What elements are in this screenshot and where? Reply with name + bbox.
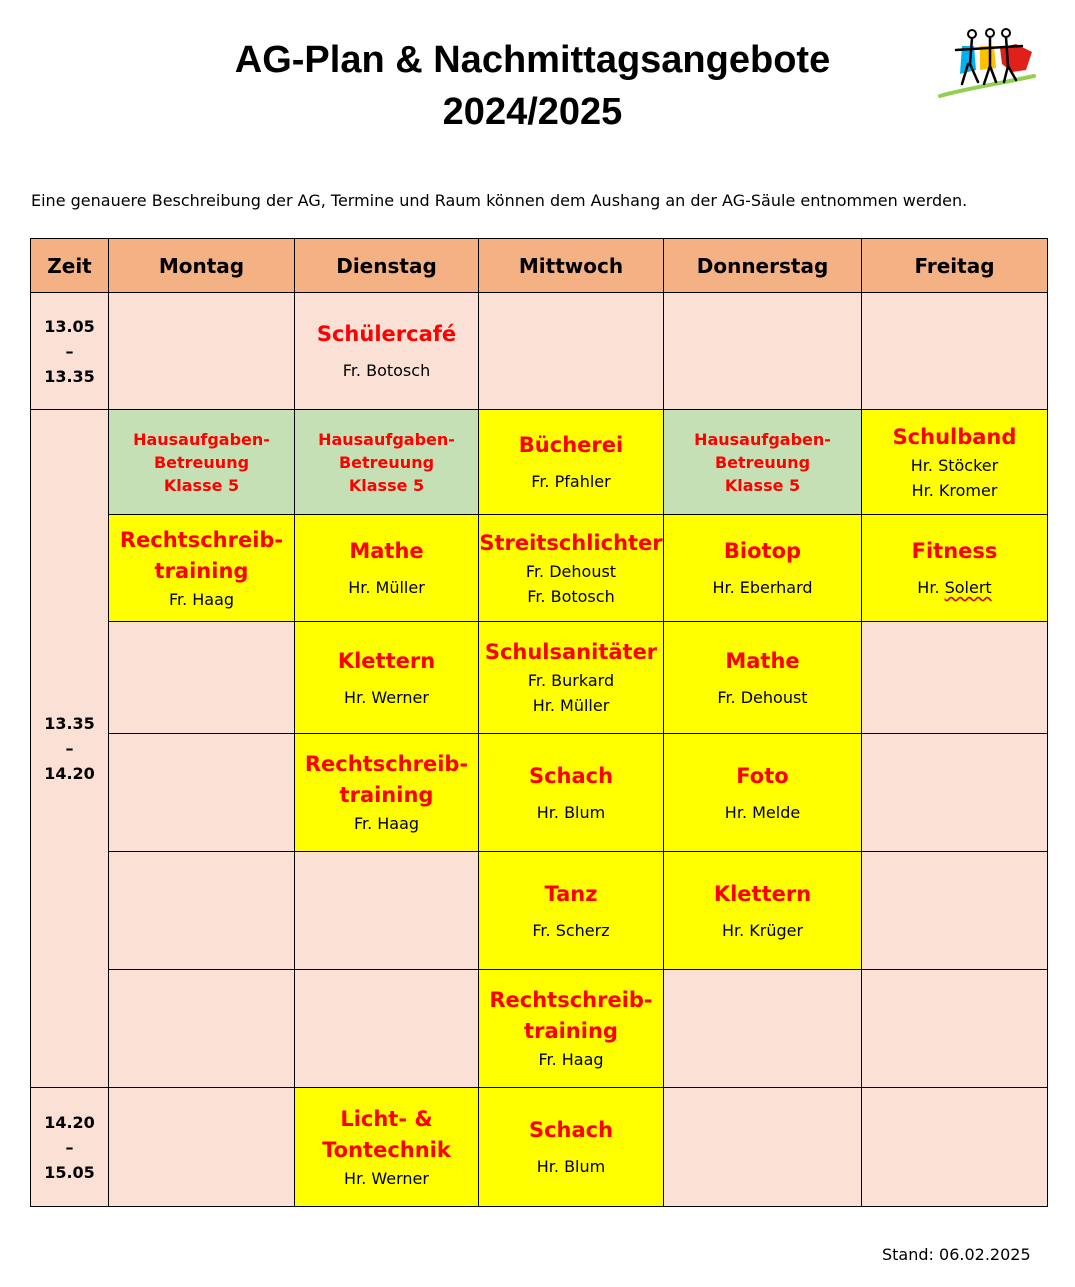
time-end: 14.20 bbox=[44, 764, 95, 783]
offer-cell bbox=[479, 734, 664, 852]
table-row bbox=[31, 622, 1048, 734]
activity-name: Schach bbox=[528, 1118, 614, 1142]
table-row bbox=[31, 293, 1048, 410]
activity-name: Mathe bbox=[725, 648, 800, 673]
activity-name: Tanz bbox=[544, 881, 598, 906]
empty-cell bbox=[109, 293, 295, 410]
activity-name: Schülercafé bbox=[316, 322, 457, 346]
activity-class: Klasse 5 bbox=[163, 475, 240, 495]
empty-cell bbox=[109, 734, 295, 852]
teacher-name: Hr. Blum bbox=[536, 1157, 606, 1176]
activity-name: Hausaufgaben- bbox=[318, 429, 455, 449]
header-dienstag: Dienstag bbox=[295, 239, 479, 293]
teacher-name: Hr. Krüger bbox=[721, 920, 804, 940]
teacher-name: Fr. Haag bbox=[538, 1050, 604, 1069]
time-end: 15.05 bbox=[44, 1162, 95, 1182]
header-row bbox=[31, 239, 1048, 293]
schedule-table bbox=[30, 238, 1048, 1207]
last-updated-date: Stand: 06.02.2025 bbox=[882, 1245, 1031, 1264]
teacher-name: Fr. Dehoust bbox=[717, 687, 808, 707]
offer-cell bbox=[664, 852, 862, 970]
activity-name: Rechtschreib- bbox=[119, 527, 284, 552]
time-slot-2 bbox=[31, 410, 109, 1088]
offer-cell bbox=[479, 622, 664, 734]
activity-name: Schulband bbox=[892, 424, 1017, 449]
activity-class: Klasse 5 bbox=[724, 475, 801, 495]
time-dash: – bbox=[65, 341, 74, 361]
teacher-name: Hr. Werner bbox=[344, 687, 429, 707]
activity-name: Fitness bbox=[911, 539, 998, 563]
school-logo-figures-icon bbox=[938, 26, 1038, 100]
activity-name: Betreuung bbox=[153, 452, 250, 472]
homework-cell bbox=[295, 410, 479, 515]
empty-cell bbox=[664, 293, 862, 410]
table-row bbox=[31, 410, 1048, 515]
activity-name: Biotop bbox=[723, 539, 802, 563]
activity-name: Hausaufgaben- bbox=[694, 429, 831, 449]
offer-cell bbox=[862, 410, 1048, 515]
teacher-name: Hr. Melde bbox=[724, 802, 801, 822]
teacher-title: Hr. bbox=[917, 578, 945, 597]
time-start: 13.05 bbox=[44, 316, 95, 336]
teacher-name: Fr. Haag bbox=[353, 814, 420, 833]
empty-cell bbox=[295, 852, 479, 970]
table-row bbox=[31, 1088, 1048, 1207]
title-line-2: 2024/2025 bbox=[442, 91, 623, 133]
empty-cell bbox=[109, 970, 295, 1088]
intro-text: Eine genauere Beschreibung der AG, Termine und Raum können dem Aushang an der AG-Säule entnommen werden. bbox=[31, 191, 968, 210]
offer-cell bbox=[479, 410, 664, 515]
activity-name: Tontechnik bbox=[322, 1137, 451, 1162]
activity-name: Foto bbox=[736, 763, 789, 788]
offer-cell bbox=[295, 293, 479, 410]
offer-cell bbox=[295, 734, 479, 852]
offer-cell bbox=[664, 622, 862, 734]
activity-class: Klasse 5 bbox=[348, 475, 425, 495]
teacher-name: Fr. Haag bbox=[168, 589, 235, 609]
activity-name: Streitschlichter bbox=[479, 530, 663, 555]
empty-cell bbox=[862, 622, 1048, 734]
offer-cell bbox=[862, 515, 1048, 622]
header-montag: Montag bbox=[109, 239, 295, 293]
page-title bbox=[0, 34, 1065, 138]
empty-cell bbox=[109, 1088, 295, 1207]
activity-name: Betreuung bbox=[714, 452, 811, 472]
empty-cell bbox=[862, 293, 1048, 410]
time-slot-1 bbox=[31, 293, 109, 410]
empty-cell bbox=[295, 970, 479, 1088]
empty-cell bbox=[862, 734, 1048, 852]
table-row bbox=[31, 970, 1048, 1088]
teacher-name: Fr. Pfahler bbox=[531, 472, 611, 491]
teacher-name: Fr. Botosch bbox=[342, 361, 431, 380]
activity-name: Klettern bbox=[337, 648, 436, 673]
activity-name: training bbox=[339, 783, 434, 807]
table-row bbox=[31, 734, 1048, 852]
empty-cell bbox=[862, 852, 1048, 970]
homework-cell bbox=[664, 410, 862, 515]
offer-cell bbox=[664, 515, 862, 622]
time-start: 14.20 bbox=[44, 1112, 95, 1132]
offer-cell bbox=[295, 1088, 479, 1207]
time-start: 13.35 bbox=[44, 714, 95, 733]
offer-cell bbox=[479, 970, 664, 1088]
title-line-1: AG-Plan & Nachmittagsangebote bbox=[234, 39, 831, 81]
time-dash: – bbox=[65, 1137, 74, 1157]
offer-cell bbox=[295, 622, 479, 734]
activity-name: training bbox=[154, 558, 249, 583]
time-end: 13.35 bbox=[44, 366, 95, 386]
teacher-name: Hr. Eberhard bbox=[712, 578, 813, 597]
header-donnerstag: Donnerstag bbox=[664, 239, 862, 293]
activity-name: Bücherei bbox=[518, 433, 624, 457]
header-mittwoch: Mittwoch bbox=[479, 239, 664, 293]
offer-cell bbox=[295, 515, 479, 622]
empty-cell bbox=[664, 1088, 862, 1207]
activity-name: Hausaufgaben- bbox=[133, 429, 270, 449]
activity-name: training bbox=[524, 1019, 618, 1043]
time-dash: – bbox=[65, 739, 74, 758]
activity-name: Schach bbox=[528, 763, 614, 788]
empty-cell bbox=[109, 852, 295, 970]
activity-name: Betreuung bbox=[338, 452, 435, 472]
teacher-name: Fr. Burkard bbox=[527, 671, 615, 690]
table-row bbox=[31, 852, 1048, 970]
teacher-name: Hr. Müller bbox=[348, 578, 425, 597]
empty-cell bbox=[109, 622, 295, 734]
empty-cell bbox=[862, 1088, 1048, 1207]
teacher-name: Hr. Müller bbox=[532, 696, 610, 715]
header-freitag: Freitag bbox=[862, 239, 1048, 293]
teacher-name: Hr. Werner bbox=[344, 1168, 429, 1188]
offer-cell bbox=[109, 515, 295, 622]
offer-cell bbox=[479, 1088, 664, 1207]
time-slot-3 bbox=[31, 1088, 109, 1207]
teacher-name: Fr. Dehoust bbox=[525, 561, 617, 581]
activity-name: Mathe bbox=[349, 539, 424, 563]
offer-cell bbox=[479, 852, 664, 970]
teacher-name bbox=[862, 575, 1047, 600]
teacher-name: Hr. Blum bbox=[536, 802, 606, 822]
empty-cell bbox=[664, 970, 862, 1088]
table-row bbox=[31, 515, 1048, 622]
teacher-name: Fr. Botosch bbox=[527, 586, 615, 606]
activity-name: Klettern bbox=[713, 881, 812, 906]
teacher-name: Hr. Kromer bbox=[911, 480, 998, 500]
header-zeit: Zeit bbox=[31, 239, 109, 293]
activity-name: Rechtschreib- bbox=[304, 752, 469, 776]
offer-cell bbox=[479, 515, 664, 622]
activity-name: Rechtschreib- bbox=[489, 988, 653, 1012]
teacher-name: Fr. Scherz bbox=[532, 920, 610, 940]
activity-name: Schulsanitäter bbox=[484, 640, 658, 664]
offer-cell bbox=[664, 734, 862, 852]
teacher-name: Hr. Stöcker bbox=[910, 455, 999, 475]
empty-cell bbox=[862, 970, 1048, 1088]
teacher-surname: Solert bbox=[944, 578, 992, 597]
activity-name: Licht- & bbox=[340, 1106, 433, 1131]
empty-cell bbox=[479, 293, 664, 410]
homework-cell bbox=[109, 410, 295, 515]
